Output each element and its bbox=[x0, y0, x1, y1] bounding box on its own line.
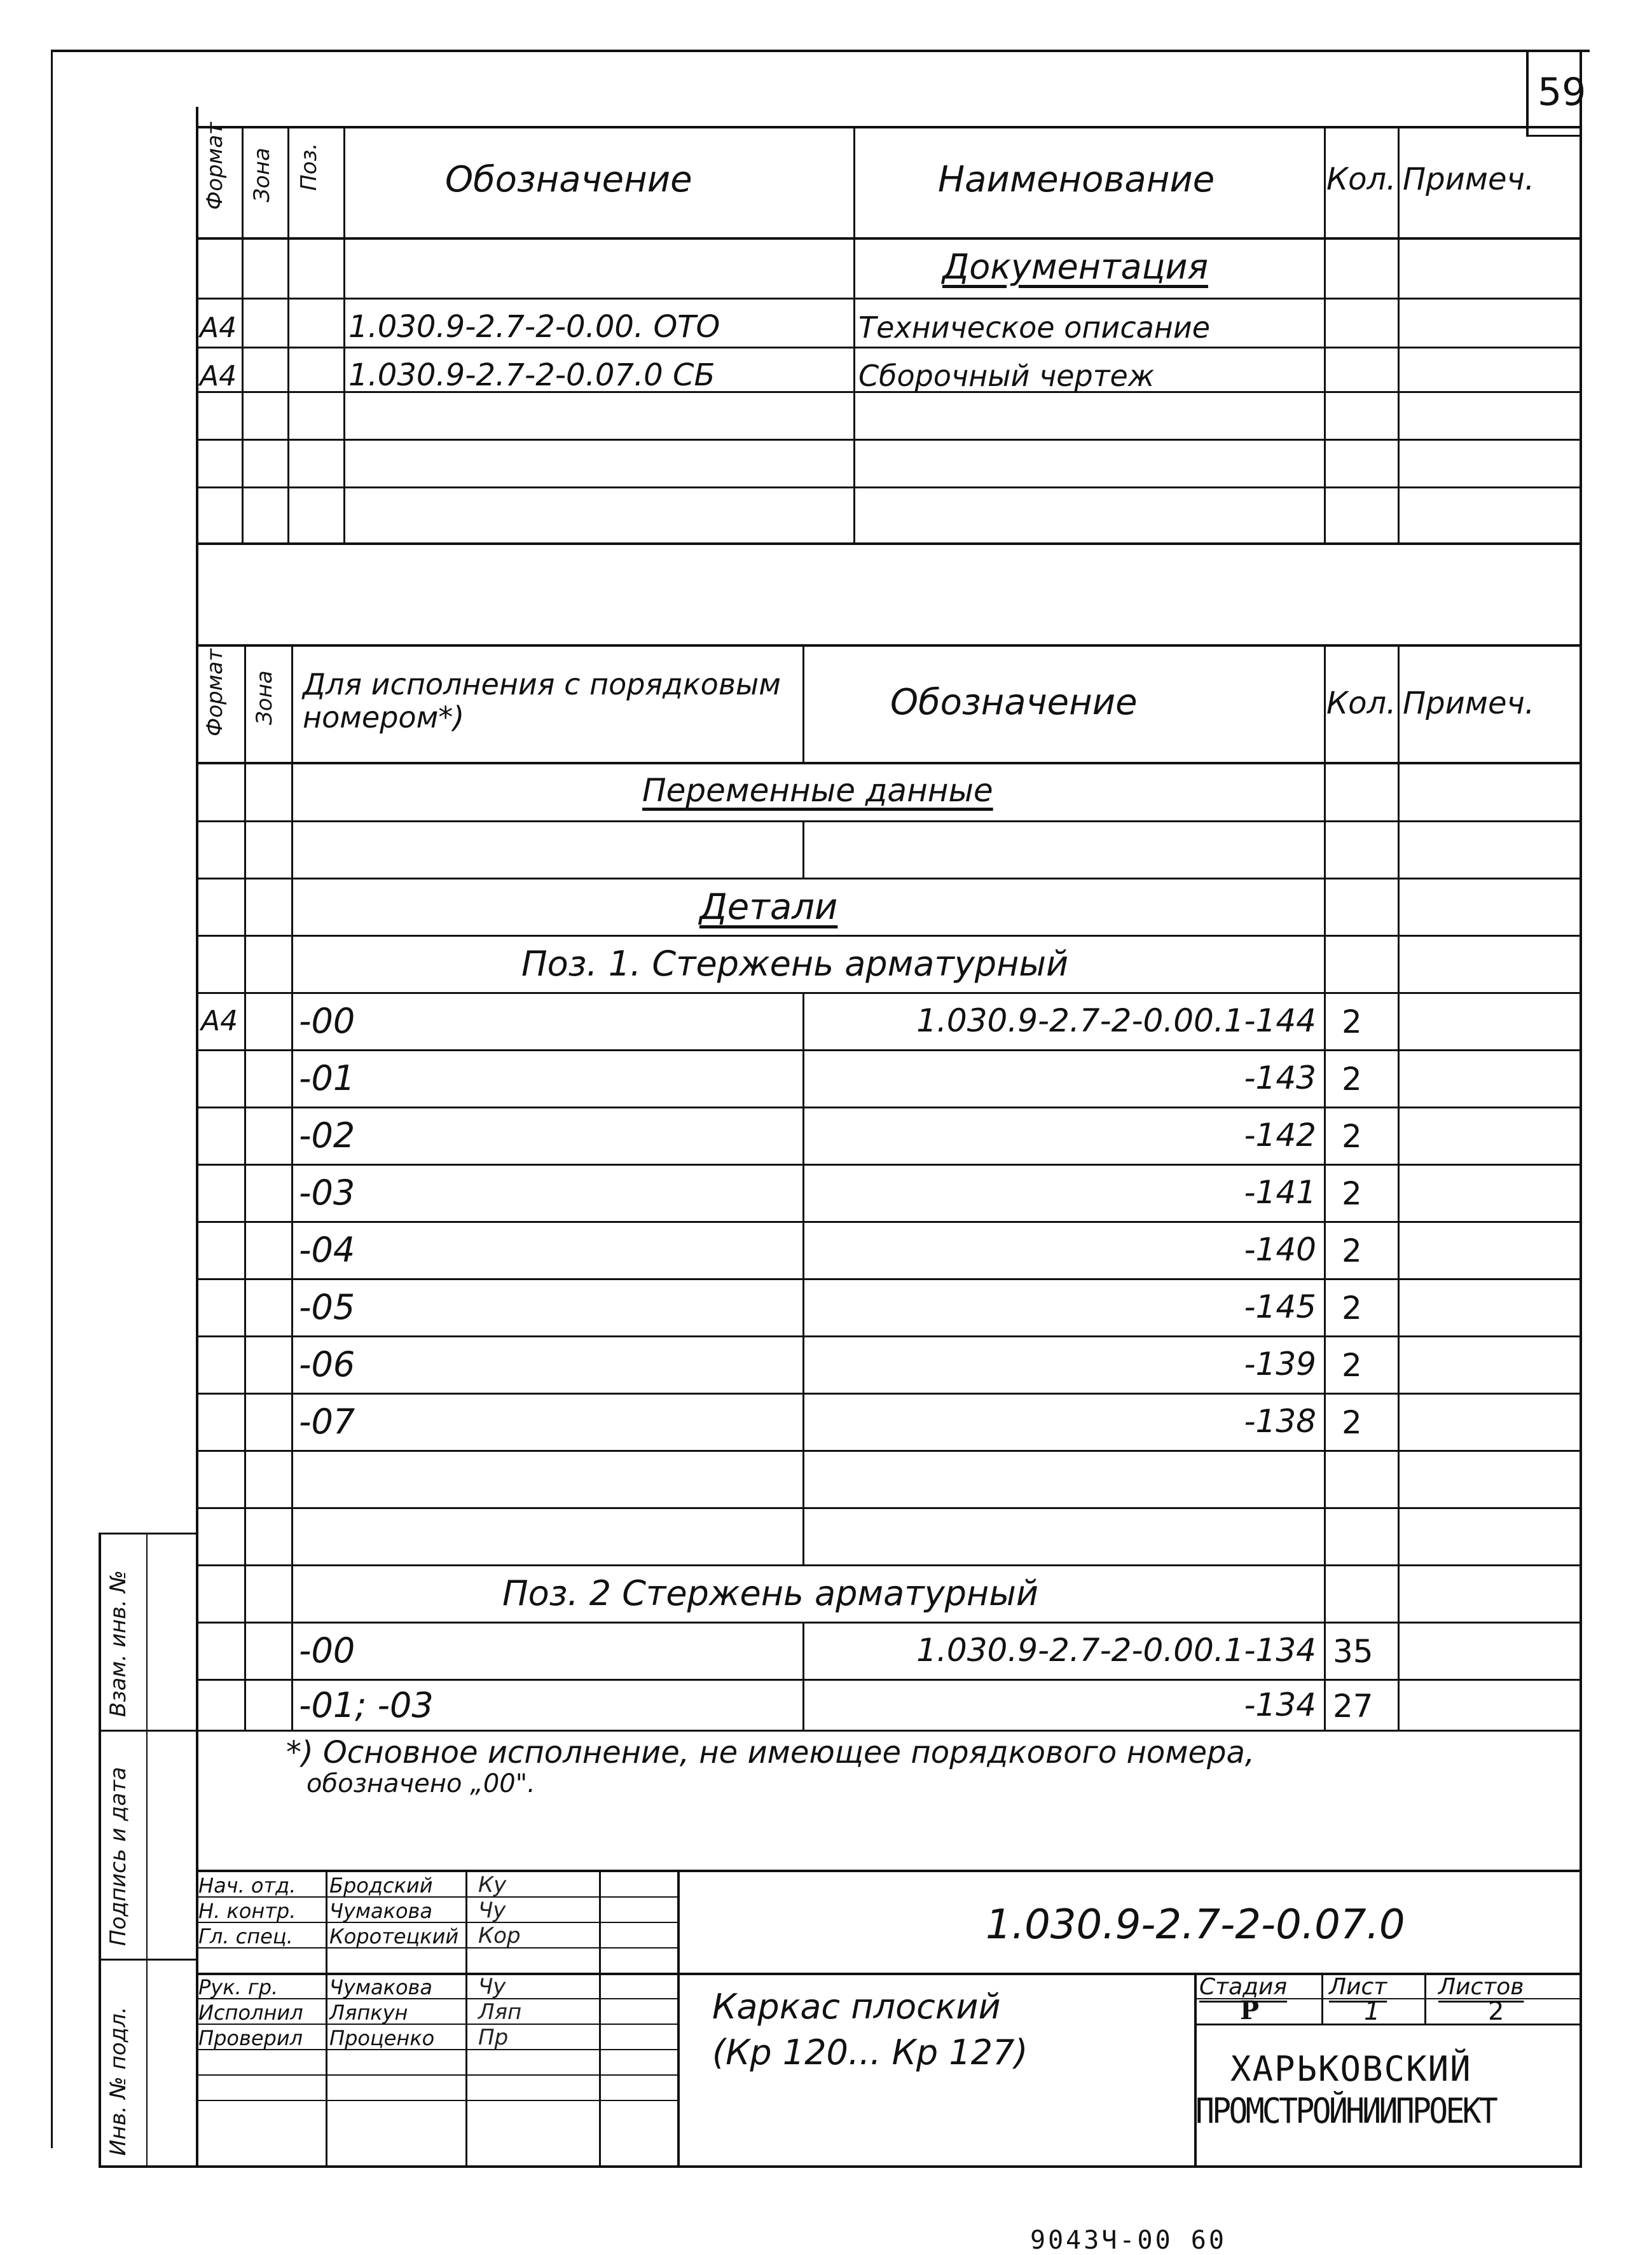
frame-inner-left bbox=[196, 107, 198, 2167]
pos2-row1-qty: 35 bbox=[1333, 1633, 1373, 1670]
pos1-row5-exec: -04 bbox=[299, 1230, 355, 1270]
sheet-number: 59 bbox=[1538, 70, 1587, 114]
spec-row2-format: А4 bbox=[200, 360, 237, 392]
pos2-title: Поз. 2 Стержень арматурный bbox=[502, 1573, 1038, 1613]
spec-header-note: Примеч. bbox=[1403, 162, 1535, 197]
tb-sign-4: Чу bbox=[478, 1974, 506, 1999]
spec-row1-designation: 1.030.9-2.7-2-0.00. ОТО bbox=[348, 309, 720, 345]
spec-row1-name: Техническое описание bbox=[858, 310, 1211, 345]
tb-sheets-value: 2 bbox=[1488, 1997, 1504, 2026]
spec-header-format: Формат bbox=[202, 122, 228, 210]
pos1-row2-exec: -01 bbox=[299, 1058, 355, 1098]
tb-sign-1: Ку bbox=[478, 1872, 507, 1898]
tb-name-5: Ляпкун bbox=[329, 2001, 408, 2025]
spec-row2-name: Сборочный чертеж bbox=[858, 359, 1155, 393]
var-header-for-execution: Для исполнения с порядковым номером*) bbox=[303, 667, 781, 734]
tb-org-line1: ХАРЬКОВСКИЙ bbox=[1230, 2049, 1472, 2089]
tb-stage-label: Стадия bbox=[1199, 1974, 1288, 2000]
pos1-title: Поз. 1. Стержень арматурный bbox=[521, 944, 1069, 984]
pos1-row1-qty: 2 bbox=[1342, 1003, 1362, 1040]
pos2-row2-qty: 27 bbox=[1333, 1688, 1373, 1725]
pos1-row1-designation: 1.030.9-2.7-2-0.00.1-144 bbox=[916, 1002, 1316, 1039]
frame-top-line bbox=[51, 50, 1590, 52]
pos1-row3-qty: 2 bbox=[1342, 1118, 1362, 1155]
bottom-code: 9043Ч-00 60 bbox=[1030, 2226, 1227, 2255]
tb-role-3: Гл. спец. bbox=[198, 1924, 293, 1948]
side-stamp-sign-date: Подпись и дата bbox=[106, 1767, 131, 1946]
tb-name-2: Чумакова bbox=[329, 1899, 432, 1923]
pos1-row6-qty: 2 bbox=[1342, 1290, 1362, 1327]
tb-role-6: Проверил bbox=[198, 2026, 303, 2050]
tb-name-6: Проценко bbox=[329, 2026, 435, 2050]
var-header-format: Формат bbox=[202, 649, 228, 736]
tb-role-1: Нач. отд. bbox=[198, 1873, 296, 1898]
tb-doc-code: 1.030.9-2.7-2-0.07.0 bbox=[986, 1901, 1405, 1948]
var-section-details: Детали bbox=[699, 886, 838, 928]
tb-sheets-label: Листов bbox=[1438, 1974, 1524, 2000]
spec-section-documentation: Документация bbox=[942, 247, 1208, 287]
tb-name-3: Коротецкий bbox=[329, 1924, 459, 1948]
footnote-line2: обозначено „00". bbox=[306, 1769, 535, 1798]
pos1-row5-designation: -140 bbox=[1244, 1231, 1316, 1268]
tb-sign-3: Кор bbox=[478, 1923, 521, 1948]
side-stamp-replace-inv: Взам. инв. № bbox=[106, 1570, 131, 1717]
pos1-row8-designation: -138 bbox=[1244, 1403, 1316, 1440]
pos1-row3-exec: -02 bbox=[299, 1115, 355, 1155]
tb-stage-value: Р bbox=[1240, 1996, 1260, 2025]
tb-sign-2: Чу bbox=[478, 1898, 506, 1923]
tb-title-line1: Каркас плоский bbox=[712, 1987, 1001, 2027]
pos1-row4-qty: 2 bbox=[1342, 1175, 1362, 1212]
spec-header-qty: Кол. bbox=[1326, 162, 1396, 197]
tb-sheet-value: 1 bbox=[1364, 1997, 1380, 2026]
tb-org-line2: ПРОМСТРОЙНИИПРОЕКТ bbox=[1195, 2091, 1496, 2131]
pos2-row1-exec: -00 bbox=[299, 1631, 355, 1671]
pos1-format: А4 bbox=[201, 1005, 238, 1037]
pos1-row6-designation: -145 bbox=[1244, 1288, 1316, 1325]
spec-header-designation: Обозначение bbox=[445, 159, 692, 200]
spec-header-pos: Поз. bbox=[296, 142, 322, 191]
footnote-line1: *) Основное исполнение, не имеющее порядкового номера, bbox=[286, 1735, 1255, 1770]
pos1-row4-exec: -03 bbox=[299, 1173, 355, 1213]
pos2-row2-designation: -134 bbox=[1244, 1686, 1316, 1723]
spec-header-zone: Зона bbox=[249, 148, 275, 202]
frame-left-line bbox=[51, 50, 53, 2148]
pos1-row8-exec: -07 bbox=[299, 1402, 355, 1442]
spec-header-name: Наименование bbox=[938, 159, 1215, 200]
pos2-row1-designation: 1.030.9-2.7-2-0.00.1-134 bbox=[916, 1632, 1316, 1669]
tb-name-4: Чумакова bbox=[329, 1975, 432, 1999]
spec-row2-designation: 1.030.9-2.7-2-0.07.0 СБ bbox=[348, 357, 715, 393]
frame-right-line bbox=[1580, 50, 1582, 2167]
tb-sheet-label: Лист bbox=[1329, 1974, 1387, 2000]
var-header-note: Примеч. bbox=[1403, 686, 1535, 721]
pos1-row8-qty: 2 bbox=[1342, 1404, 1362, 1441]
tb-sign-6: Пр bbox=[478, 2025, 509, 2050]
tb-title-line2: (Кр 120... Кр 127) bbox=[712, 2032, 1028, 2072]
side-stamp-inv-orig: Инв. № подл. bbox=[106, 2006, 131, 2156]
tb-sign-5: Ляп bbox=[478, 1999, 522, 2025]
pos1-row7-qty: 2 bbox=[1342, 1347, 1362, 1384]
spec-row1-format: А4 bbox=[200, 312, 237, 344]
pos1-row1-exec: -00 bbox=[299, 1001, 355, 1041]
var-header-qty: Кол. bbox=[1326, 686, 1396, 721]
tb-role-2: Н. контр. bbox=[198, 1899, 296, 1923]
var-header-designation: Обозначение bbox=[890, 682, 1138, 723]
frame-bottom-line bbox=[99, 2165, 1582, 2168]
pos1-row2-qty: 2 bbox=[1342, 1061, 1362, 1098]
var-header-zone: Зона bbox=[252, 670, 277, 725]
tb-role-5: Исполнил bbox=[198, 2001, 303, 2025]
pos1-row7-designation: -139 bbox=[1244, 1346, 1316, 1383]
pos1-row5-qty: 2 bbox=[1342, 1232, 1362, 1269]
pos1-row7-exec: -06 bbox=[299, 1344, 355, 1384]
pos1-row6-exec: -05 bbox=[299, 1287, 355, 1327]
pos1-row2-designation: -143 bbox=[1244, 1059, 1316, 1096]
var-section-variable: Переменные данные bbox=[642, 772, 993, 809]
tb-role-4: Рук. гр. bbox=[198, 1975, 279, 1999]
tb-name-1: Бродский bbox=[329, 1873, 433, 1898]
pos1-row4-designation: -141 bbox=[1244, 1174, 1316, 1211]
pos1-row3-designation: -142 bbox=[1244, 1117, 1316, 1154]
pos2-row2-exec: -01; -03 bbox=[299, 1685, 434, 1725]
